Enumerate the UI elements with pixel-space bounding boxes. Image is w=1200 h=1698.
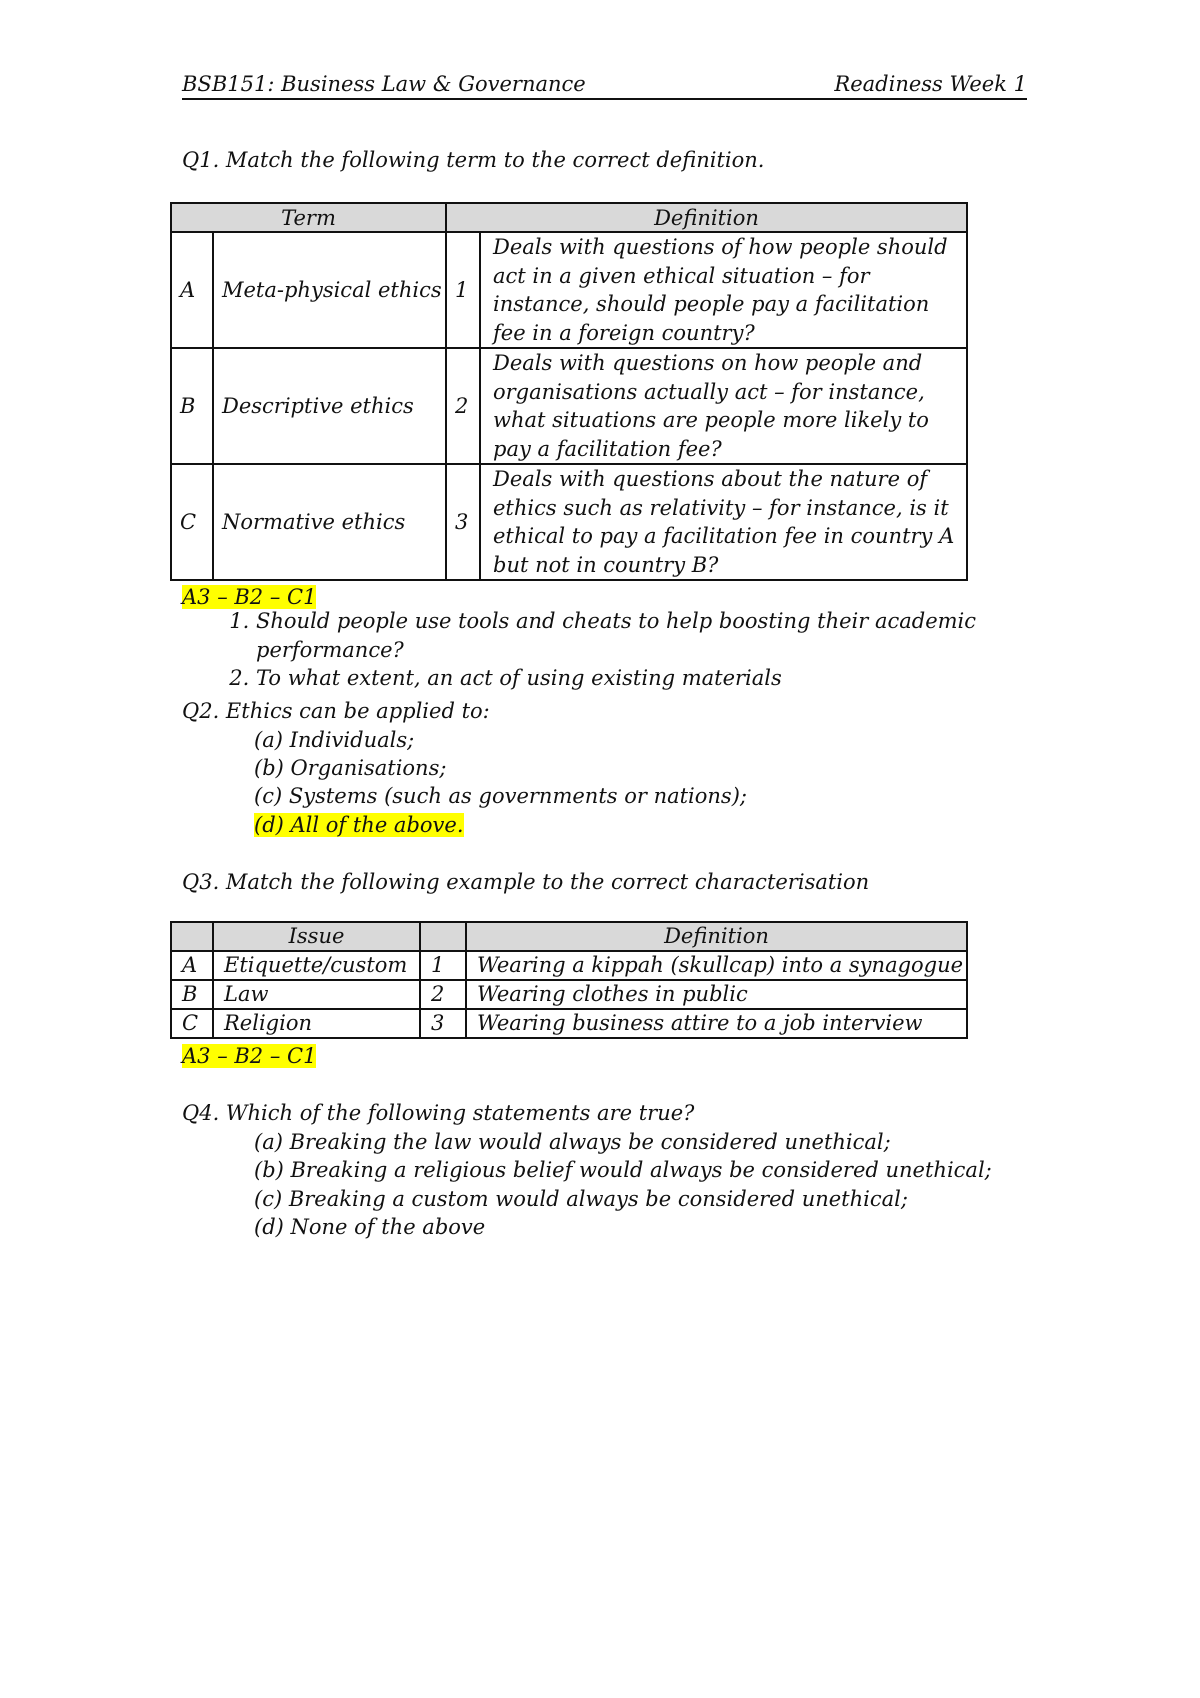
q3-answer xyxy=(182,1042,316,1070)
row-number: 1 xyxy=(420,951,466,980)
table-row xyxy=(171,348,967,464)
q4-option-b: (b) Breaking a religious belief would always be considered unethical; xyxy=(254,1158,992,1182)
row-definition: Wearing a kippah (skullcap) into a synagogue xyxy=(466,951,967,980)
q2-question: Q2. Ethics can be applied to: xyxy=(182,699,490,723)
row-definition: Deals with questions about the nature of ethics such as relativity – for instance, is it ethical to pay a facilitation fee in country A but not in country B? xyxy=(480,464,967,580)
q1-head-term: Term xyxy=(171,203,446,232)
q1-table xyxy=(170,202,968,581)
q1-question: Q1. Match the following term to the correct definition. xyxy=(182,148,765,172)
list-item: 1. Should people use tools and cheats to help boosting their academic performance? xyxy=(256,607,996,664)
answer-highlight: (d) All of the above. xyxy=(254,813,464,837)
row-definition: Wearing business attire to a job interview xyxy=(466,1009,967,1038)
table-row xyxy=(171,464,967,580)
row-term: Meta-physical ethics xyxy=(213,232,446,348)
row-definition: Deals with questions on how people and organisations actually act – for instance, what situations are people more likely to pay a facilitation fee? xyxy=(480,348,967,464)
q1-table-header xyxy=(171,203,967,232)
row-number: 2 xyxy=(446,348,480,464)
row-letter: B xyxy=(171,980,213,1009)
row-number: 3 xyxy=(420,1009,466,1038)
row-issue: Etiquette/custom xyxy=(213,951,420,980)
q3-head-issue: Issue xyxy=(213,922,420,951)
q2-option-b: (b) Organisations; xyxy=(254,756,447,780)
q1-notes-list xyxy=(216,607,996,693)
table-row xyxy=(171,980,967,1009)
row-issue: Law xyxy=(213,980,420,1009)
table-row xyxy=(171,951,967,980)
row-letter: A xyxy=(171,951,213,980)
q2-option-d xyxy=(254,811,464,840)
table-row xyxy=(171,1009,967,1038)
row-definition: Deals with questions of how people should act in a given ethical situation – for instance, should people pay a facilitation fee in a foreign country? xyxy=(480,232,967,348)
page-header xyxy=(182,72,1027,100)
q4-option-a: (a) Breaking the law would always be considered unethical; xyxy=(254,1130,891,1154)
q1-head-definition: Definition xyxy=(446,203,967,232)
row-letter: C xyxy=(171,1009,213,1038)
q3-head-blank xyxy=(420,922,466,951)
week-label: Readiness Week 1 xyxy=(834,72,1027,96)
row-number: 1 xyxy=(446,232,480,348)
row-number: 2 xyxy=(420,980,466,1009)
q3-head-definition: Definition xyxy=(466,922,967,951)
q3-question: Q3. Match the following example to the correct characterisation xyxy=(182,870,870,894)
row-definition: Wearing clothes in public xyxy=(466,980,967,1009)
answer-highlight: A3 – B2 – C1 xyxy=(182,1044,317,1068)
q2-option-a: (a) Individuals; xyxy=(254,728,415,752)
table-row xyxy=(171,232,967,348)
row-letter: B xyxy=(171,348,213,464)
q4-question: Q4. Which of the following statements are true? xyxy=(182,1101,695,1125)
q2-option-c: (c) Systems (such as governments or nations); xyxy=(254,784,747,808)
row-number: 3 xyxy=(446,464,480,580)
answer-highlight: A3 – B2 – C1 xyxy=(182,585,317,609)
row-term: Descriptive ethics xyxy=(213,348,446,464)
q3-head-blank xyxy=(171,922,213,951)
row-letter: A xyxy=(171,232,213,348)
q3-table-header xyxy=(171,922,967,951)
q4-option-c: (c) Breaking a custom would always be considered unethical; xyxy=(254,1187,908,1211)
list-item: 2. To what extent, an act of using existing materials xyxy=(256,664,996,693)
row-issue: Religion xyxy=(213,1009,420,1038)
q3-table xyxy=(170,921,968,1039)
q4-option-d: (d) None of the above xyxy=(254,1215,486,1239)
course-title: BSB151: Business Law & Governance xyxy=(182,72,586,96)
row-letter: C xyxy=(171,464,213,580)
row-term: Normative ethics xyxy=(213,464,446,580)
